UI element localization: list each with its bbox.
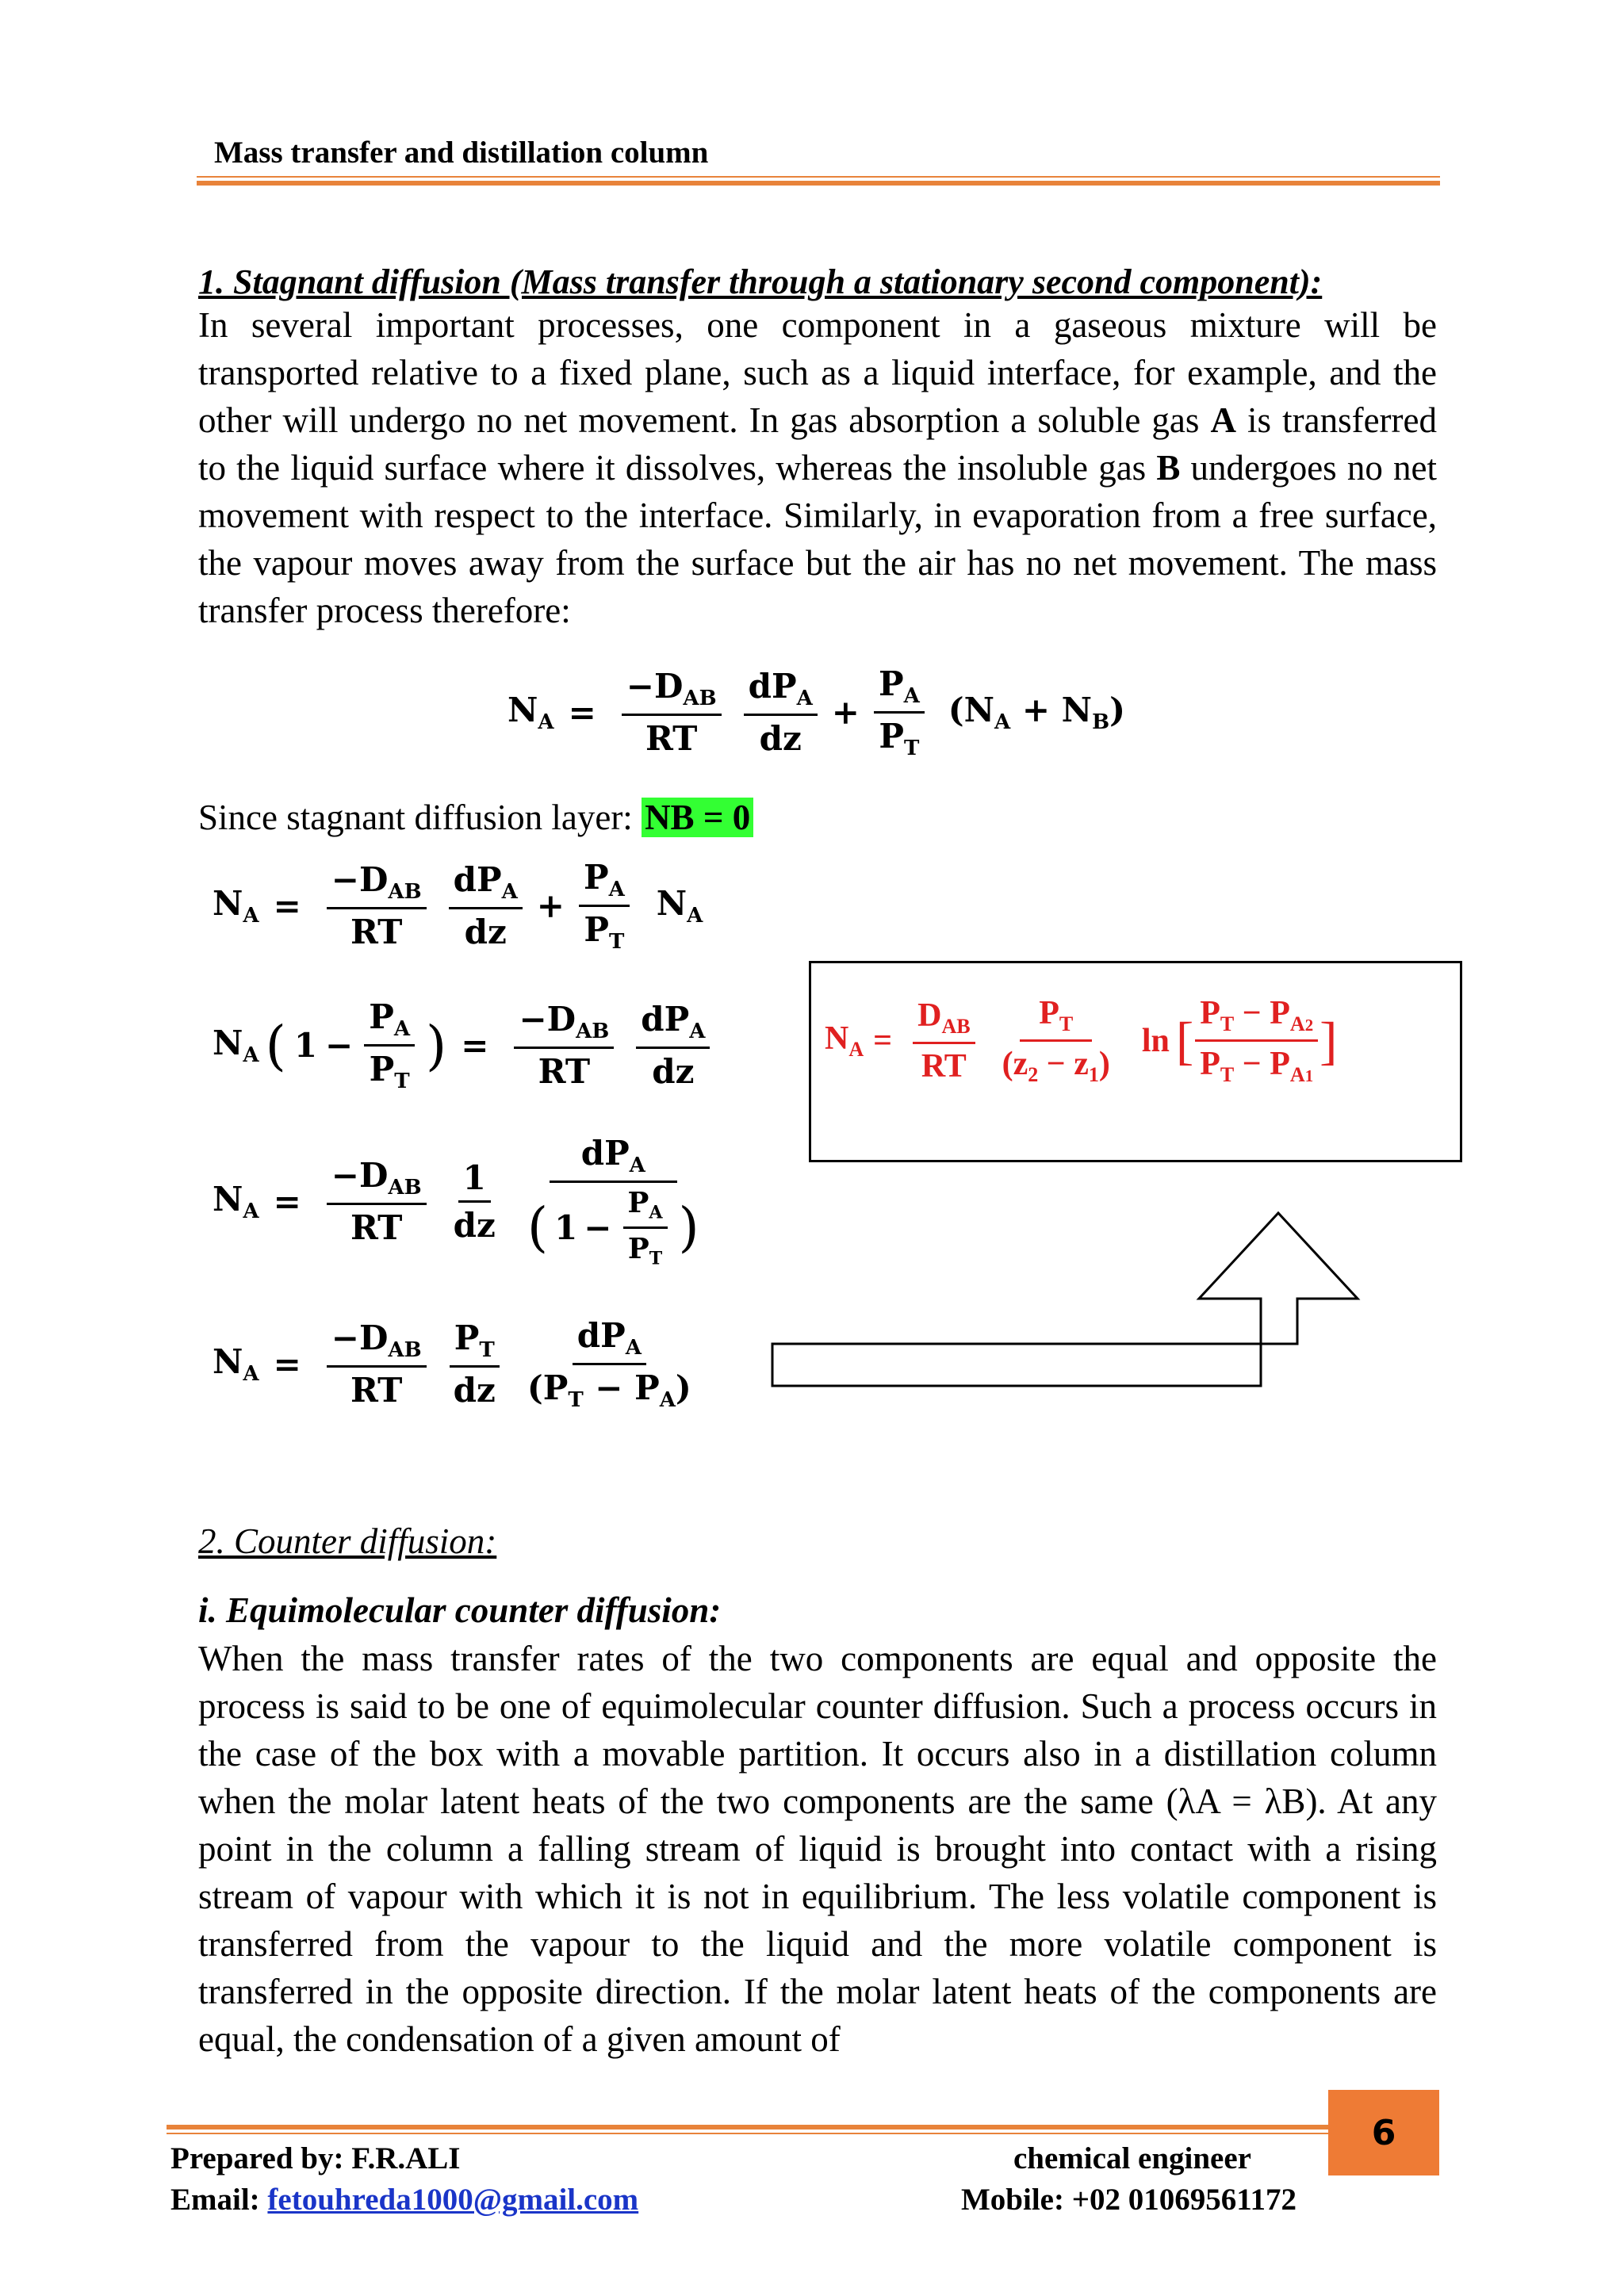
eq1-frac-dab-rt: $\frac{-D_{AB}}{RT}$ <box>622 667 722 758</box>
right-up-arrow-icon <box>761 1205 1364 1395</box>
footer-email-link[interactable]: fetouhreda1000@gmail.com <box>267 2183 639 2217</box>
eq1-na-plus-nb: $(N_A + N_B)$ <box>948 691 1125 735</box>
since-text: Since stagnant diffusion layer: <box>198 798 642 837</box>
paragraph-segment: is transferred to the liquid surface where it dissolves, whereas the insoluble gas <box>198 400 1438 488</box>
page-number: 6 <box>1371 2112 1396 2153</box>
header-rule-thin <box>197 176 1440 178</box>
bold-term: A <box>1210 400 1236 440</box>
eq1-lhs: $N_A$ <box>508 691 554 735</box>
footer-email-line <box>170 2182 638 2218</box>
section-2i-title: i. Equimolecular counter diffusion: <box>198 1590 722 1630</box>
equation-final-result: $N_A$ = $\frac{D_{AB}}{RT}$ $\frac{P_T}{(z_2 - z_1)}$ ln [ $\frac{P_T - P_{A2}}{P_T - P_{A1}}$ ] <box>825 995 1338 1087</box>
equation-step-1: $N_A$ = $\frac{-D_{AB}}{RT}$ $\frac{dP_A}{dz}$ + $\frac{P_A}{P_T}$ $N_A$ <box>213 858 703 955</box>
equation-general-flux <box>508 664 1125 760</box>
section-1-title: 1. Stagnant diffusion (Mass transfer through a stationary second component): <box>198 262 1323 301</box>
section-2-paragraph <box>198 1635 1437 2063</box>
bold-term: B <box>1156 448 1181 488</box>
section-1-paragraph <box>198 301 1437 634</box>
eq1-frac-pa-pt: $\frac{P_A}{P_T}$ <box>874 664 925 760</box>
document-header-title: Mass transfer and distillation column <box>214 136 709 170</box>
since-stagnant-line <box>198 797 753 838</box>
eq1-plus: + <box>831 693 860 733</box>
section-1-paragraph-text <box>198 301 1437 634</box>
eq1-frac-dpa-dz: $\frac{dP_A}{dz}$ <box>744 667 818 758</box>
footer-prepared-by: Prepared by: F.R.ALI <box>170 2141 461 2175</box>
eq1-equals: = <box>568 693 596 733</box>
footer-mobile: Mobile: +02 01069561172 <box>961 2183 1297 2217</box>
section-2-paragraph-text: When the mass transfer rates of the two components are equal and opposite the process is said to be one of equimolecular counter diffusion. Such a process occurs in the case of the box with a movable partition. It occurs also in a distillation column when the molar latent heats of the two components are the same (λA = λB). At any point in the column a falling stream of liquid is brought into contact with a rising stream of vapour with which it is not in equilibrium. The less volatile component is transferred from the vapour to the liquid and the more volatile component is transferred in the opposite direction. If the molar latent heats of the components are equal, the condensation of a given amount of <box>198 1639 1437 2059</box>
section-2-title: 2. Counter diffusion: <box>198 1521 497 1561</box>
equation-step-3: $N_A$ = $\frac{-D_{AB}}{RT}$ $\frac{1}{dz}$ $dP_A$ ( 1 − $\frac{P_A}{P_T}$ ) <box>213 1134 699 1269</box>
equation-step-4: $N_A$ = $\frac{-D_{AB}}{RT}$ $\frac{P_T}{dz}$ $\frac{dP_A}{(P_T - P_A)}$ <box>213 1316 691 1413</box>
paragraph-segment: undergoes no net movement with respect to the interface. Similarly, in evaporation from a free surface, the vapour moves away from the surface but the air has no net movement. The mass transfer process therefore: <box>198 448 1437 630</box>
footer-rule-thick <box>167 2125 1328 2130</box>
footer-rule-thin <box>167 2133 1328 2134</box>
footer-email-label: Email: <box>170 2183 268 2217</box>
paragraph-segment: In several important processes, one component in a gaseous mixture will be transported relative to a fixed plane, such as a liquid interface, for example, and the other will undergo no net movement. In gas absorption a soluble gas <box>198 305 1437 440</box>
header-rule-thick <box>197 181 1440 186</box>
page-number-badge <box>1328 2090 1439 2175</box>
nb-zero-highlight: NB = 0 <box>642 798 753 837</box>
equation-step-2: $N_A$ ( 1 − $\frac{P_A}{P_T}$ ) = $\frac{-D_{AB}}{RT}$ $\frac{dP_A}{dz}$ <box>213 997 721 1093</box>
footer-role: chemical engineer <box>1013 2141 1251 2175</box>
